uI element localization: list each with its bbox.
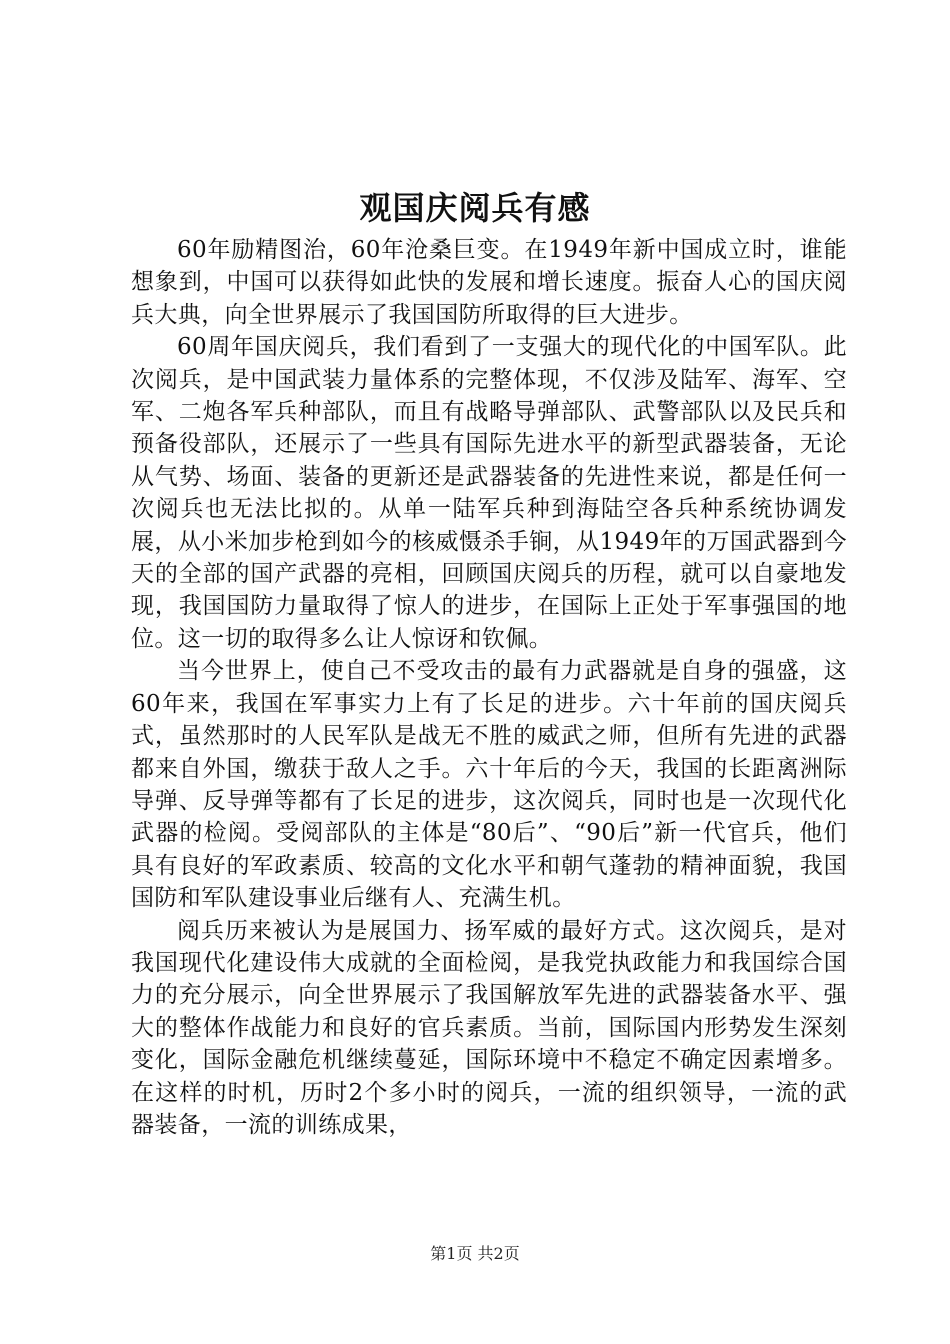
paragraph-1: 60年励精图治，60年沧桑巨变。在1949年新中国成立时，谁能想象到，中国可以获得如此快的发展和增长速度。振奋人心的国庆阅兵大典，向全世界展示了我国国防所取得的巨大进步。 <box>131 237 847 328</box>
document-body <box>131 234 847 1141</box>
paragraph-3: 当今世界上，使自己不受攻击的最有力武器就是自身的强盛，这60年来，我国在军事实力上有了长足的进步。六十年前的国庆阅兵式，虽然那时的人民军队是战无不胜的威武之师，但所有先进的武器都来自外国，缴获于敌人之手。六十年后的今天，我国的长距离洲际导弹、反导弹等都有了长足的进步，这次阅兵，同时也是一次现代化武器的检阅。受阅部队的主体是“80后”、“90后”新一代官兵，他们具有良好的军政素质、较高的文化水平和朝气蓬勃的精神面貌，我国国防和军队建设事业后继有人、充满生机。 <box>131 658 847 912</box>
document-title: 观国庆阅兵有感 <box>359 189 591 227</box>
page-footer: 第1页 共2页 <box>430 1244 520 1263</box>
paragraph-4: 阅兵历来被认为是展国力、扬军威的最好方式。这次阅兵，是对我国现代化建设伟大成就的全面检阅，是我党执政能力和我国综合国力的充分展示，向全世界展示了我国解放军先进的武器装备水平、强大的整体作战能力和良好的官兵素质。当前，国际国内形势发生深刻变化，国际金融危机继续蔓延，国际环境中不稳定不确定因素增多。在这样的时机，历时2个多小时的阅兵，一流的组织领导，一流的武器装备，一流的训练成果， <box>131 917 847 1138</box>
paragraph-2: 60周年国庆阅兵，我们看到了一支强大的现代化的中国军队。此次阅兵，是中国武装力量体系的完整体现，不仅涉及陆军、海军、空军、二炮各军兵种部队，而且有战略导弹部队、武警部队以及民兵和预备役部队，还展示了一些具有国际先进水平的新型武器装备，无论从气势、场面、装备的更新还是武器装备的先进性来说，都是任何一次阅兵也无法比拟的。从单一陆军兵种到海陆空各兵种系统协调发展，从小米加步枪到如今的核威慑杀手锏，从1949年的万国武器到今天的全部的国产武器的亮相，回顾国庆阅兵的历程，就可以自豪地发现，我国国防力量取得了惊人的进步，在国际上正处于军事强国的地位。这一切的取得多么让人惊讶和钦佩。 <box>131 334 847 652</box>
